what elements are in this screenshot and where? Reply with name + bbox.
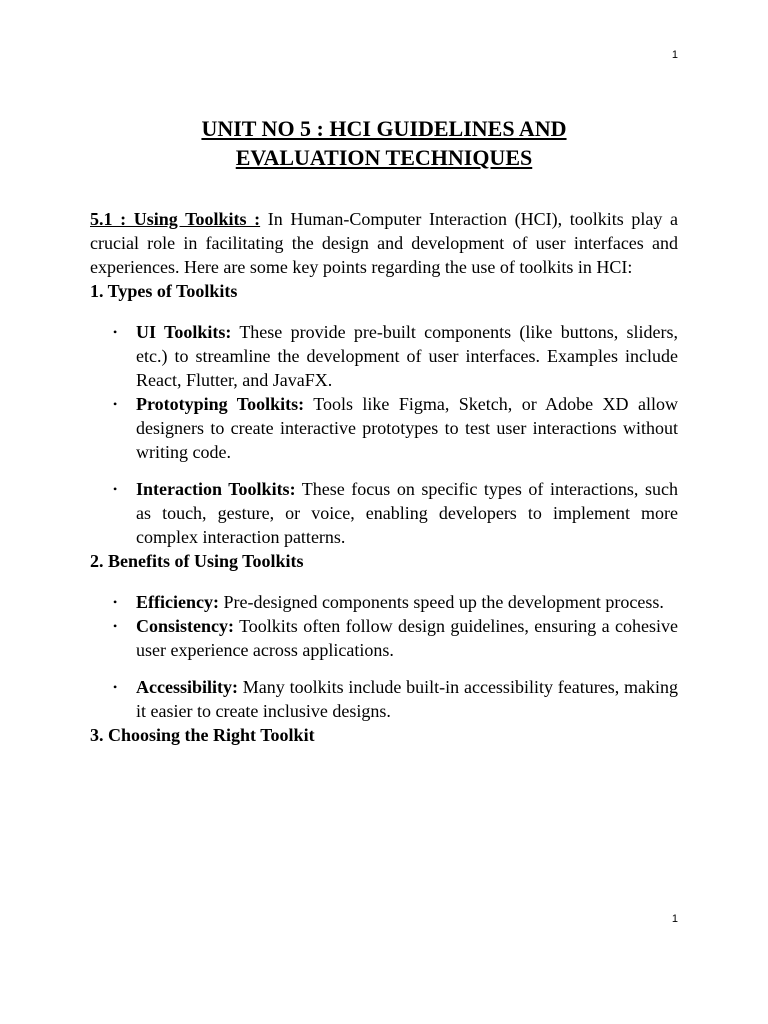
heading-choosing-toolkit: 3. Choosing the Right Toolkit (90, 725, 315, 745)
list-item-term: Efficiency: (136, 592, 219, 612)
document-title (90, 114, 678, 172)
section-label: 5.1 : Using Toolkits : (90, 209, 261, 229)
title-line-2: EVALUATION TECHNIQUES (235, 145, 533, 170)
list-item (90, 590, 678, 614)
bullet-icon: • (113, 595, 118, 609)
list-item-term: Interaction Toolkits: (136, 479, 296, 499)
list-item-text: Tools like Figma, Sketch, or Adobe XD allow designers to create interactive prototypes to test user interactions without writing code. (136, 394, 678, 462)
list-item-text: These provide pre-built components (like buttons, sliders, etc.) to streamline the development of user interfaces. Examples include React, Flutter, and JavaFX. (136, 322, 678, 390)
list-item-term: Prototyping Toolkits: (136, 394, 305, 414)
title-line-1: UNIT NO 5 : HCI GUIDELINES AND (201, 116, 567, 141)
list-item (90, 477, 678, 549)
bullet-icon: • (113, 482, 118, 496)
document-body (90, 207, 678, 747)
intro-paragraph (90, 207, 678, 279)
list-item-text: Toolkits often follow design guidelines, ensuring a cohesive user experience across applications. (136, 616, 678, 660)
list-item-term: UI Toolkits: (136, 322, 232, 342)
list-item-term: Consistency: (136, 616, 234, 636)
heading-benefits: 2. Benefits of Using Toolkits (90, 551, 304, 571)
list-item (90, 675, 678, 723)
list-item (90, 614, 678, 662)
page-number-bottom: 1 (671, 913, 678, 925)
page-number-top: 1 (671, 49, 678, 61)
types-list (90, 320, 678, 549)
bullet-icon: • (113, 680, 118, 694)
list-item (90, 392, 678, 464)
bullet-icon: • (113, 325, 118, 339)
heading-types-of-toolkits: 1. Types of Toolkits (90, 281, 238, 301)
bullet-icon: • (113, 619, 118, 633)
list-item-term: Accessibility: (136, 677, 238, 697)
list-item (90, 320, 678, 392)
intro-text: In Human-Computer Interaction (HCI), toolkits play a crucial role in facilitating the design and development of user interfaces and experiences. Here are some key points regarding the use of toolkits in HCI: (90, 209, 678, 277)
bullet-icon: • (113, 397, 118, 411)
list-item-text: These focus on specific types of interactions, such as touch, gesture, or voice, enabling developers to implement more complex interaction patterns. (136, 479, 678, 547)
list-item-text: Pre-designed components speed up the development process. (218, 592, 664, 612)
benefits-list (90, 590, 678, 723)
list-item-text: Many toolkits include built-in accessibility features, making it easier to create inclusive designs. (136, 677, 678, 721)
